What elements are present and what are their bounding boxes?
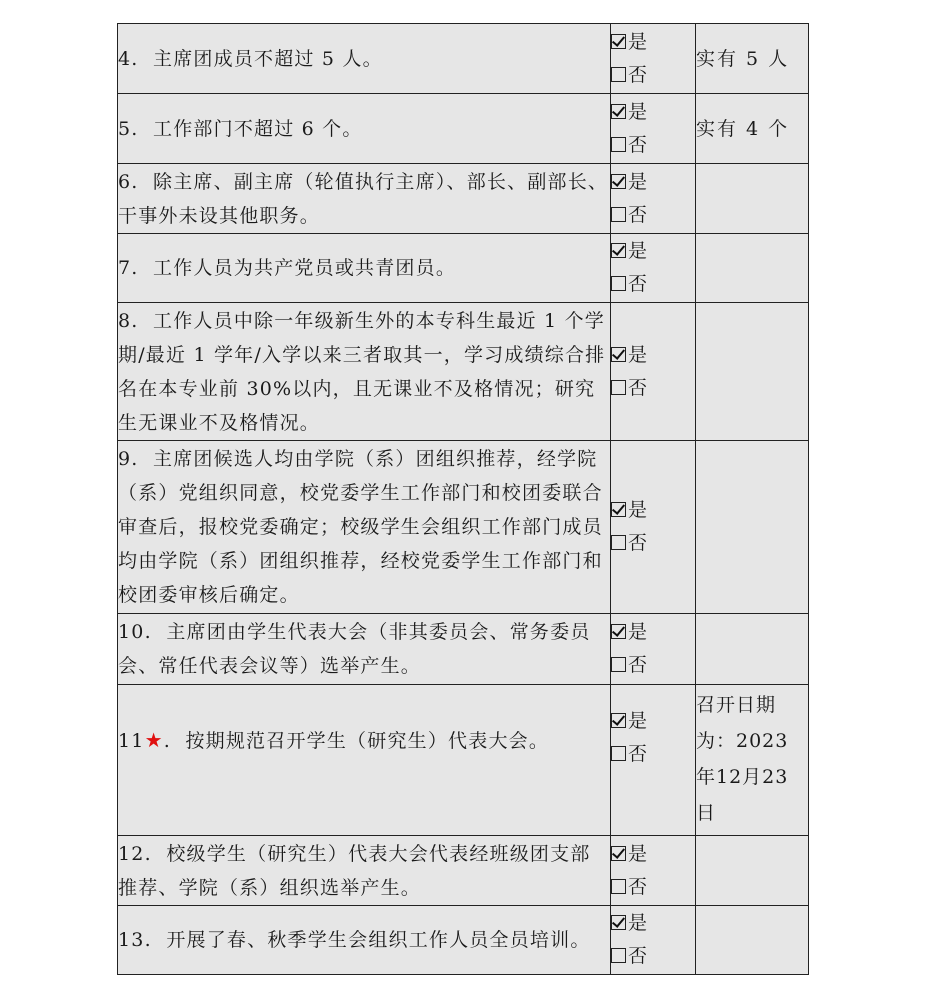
note-cell (696, 164, 809, 234)
item-text-cell (118, 164, 611, 234)
item-number: 12. (118, 842, 152, 865)
checked-checkbox-icon[interactable] (611, 713, 626, 728)
checked-checkbox-icon[interactable] (611, 915, 626, 930)
no-label: 否 (628, 654, 648, 676)
check-cell (611, 685, 696, 836)
no-label: 否 (628, 875, 648, 898)
item-text: 工作人员中除一年级新生外的本专科生最近 1 个学期/最近 1 学年/入学以来三者取其一，学习成绩综合排名在本专业前 30%以内，且无课业不及格情况；研究生无课业不及格情况。 (118, 309, 606, 434)
item-text: 主席团由学生代表大会（非其委员会、常务委员会、常任代表会议等）选举产生。 (118, 621, 591, 677)
yes-option[interactable] (611, 96, 695, 129)
no-label: 否 (628, 133, 648, 156)
check-cell (611, 234, 696, 303)
empty-checkbox-icon[interactable] (611, 657, 626, 672)
checked-checkbox-icon[interactable] (611, 502, 626, 517)
checked-checkbox-icon[interactable] (611, 243, 626, 258)
yes-label: 是 (628, 621, 648, 643)
item-text-cell (118, 303, 611, 441)
no-label: 否 (628, 63, 648, 86)
note-cell: 实有 5 人 (696, 24, 809, 94)
item-text-cell (118, 24, 611, 94)
check-cell (611, 303, 696, 441)
no-label: 否 (628, 945, 648, 967)
item-text: 主席团候选人均由学院（系）团组织推荐，经学院（系）党组织同意，校党委学生工作部门和校团委联合审查后，报校党委确定；校级学生会组织工作部门成员均由学院（系）团组织推荐，经校党委学生工作部门和校团委审核后确定。 (118, 448, 603, 606)
checked-checkbox-icon[interactable] (611, 174, 626, 189)
note-cell (696, 303, 809, 441)
checked-checkbox-icon[interactable] (611, 624, 626, 639)
item-number: 7. (118, 257, 139, 279)
empty-checkbox-icon[interactable] (611, 746, 626, 761)
empty-checkbox-icon[interactable] (611, 380, 626, 395)
no-option[interactable] (611, 738, 695, 771)
item-text-cell (118, 836, 611, 906)
yes-label: 是 (628, 30, 648, 53)
yes-option[interactable] (611, 705, 695, 738)
table-row (118, 164, 809, 234)
checked-checkbox-icon[interactable] (611, 34, 626, 49)
yes-label: 是 (628, 499, 648, 521)
item-number: 6. (118, 170, 139, 193)
no-option[interactable] (611, 59, 695, 92)
table-row (118, 303, 809, 441)
no-option[interactable] (611, 372, 695, 405)
checked-checkbox-icon[interactable] (611, 846, 626, 861)
note-cell (696, 836, 809, 906)
no-option[interactable] (611, 940, 695, 973)
item-text-cell (118, 685, 611, 836)
yes-label: 是 (628, 240, 648, 262)
yes-label: 是 (628, 912, 648, 934)
note-cell (696, 234, 809, 303)
item-number-suffix: . (163, 730, 171, 752)
note-cell (696, 614, 809, 685)
table-row (118, 441, 809, 614)
item-text: 工作部门不超过 6 个。 (153, 117, 363, 140)
no-label: 否 (628, 743, 648, 765)
table-row (118, 234, 809, 303)
yes-option[interactable] (611, 616, 695, 649)
yes-option[interactable] (611, 494, 695, 527)
check-cell (611, 906, 696, 975)
yes-option[interactable] (611, 26, 695, 59)
yes-option[interactable] (611, 166, 695, 199)
item-number: 5. (118, 117, 139, 140)
note-cell (696, 906, 809, 975)
checked-checkbox-icon[interactable] (611, 347, 626, 362)
item-text: 开展了春、秋季学生会组织工作人员全员培训。 (166, 929, 591, 951)
yes-option[interactable] (611, 907, 695, 940)
check-cell (611, 836, 696, 906)
no-option[interactable] (611, 871, 695, 904)
check-cell (611, 614, 696, 685)
item-text-cell (118, 234, 611, 303)
item-text: 主席团成员不超过 5 人。 (153, 47, 383, 70)
yes-option[interactable] (611, 339, 695, 372)
no-option[interactable] (611, 129, 695, 162)
yes-label: 是 (628, 710, 648, 732)
no-option[interactable] (611, 649, 695, 682)
no-option[interactable] (611, 199, 695, 232)
check-cell (611, 24, 696, 94)
check-cell (611, 164, 696, 234)
item-text-cell (118, 614, 611, 685)
table-row (118, 836, 809, 906)
empty-checkbox-icon[interactable] (611, 948, 626, 963)
yes-label: 是 (628, 170, 648, 193)
item-text: 按期规范召开学生（研究生）代表大会。 (185, 730, 550, 752)
yes-option[interactable] (611, 838, 695, 871)
checklist-table (117, 23, 809, 975)
yes-option[interactable] (611, 235, 695, 268)
item-text: 工作人员为共产党员或共青团员。 (153, 257, 457, 279)
yes-label: 是 (628, 842, 648, 865)
item-number: 9. (118, 448, 139, 470)
item-number: 10. (118, 621, 152, 643)
item-text-cell (118, 441, 611, 614)
note-cell: 实有 4 个 (696, 94, 809, 164)
check-cell (611, 94, 696, 164)
item-text: 除主席、副主席（轮值执行主席）、部长、副部长、干事外未设其他职务。 (118, 170, 609, 227)
item-number: 13. (118, 929, 152, 951)
empty-checkbox-icon[interactable] (611, 207, 626, 222)
table-row (118, 94, 809, 164)
empty-checkbox-icon[interactable] (611, 137, 626, 152)
no-option[interactable] (611, 527, 695, 560)
checked-checkbox-icon[interactable] (611, 104, 626, 119)
item-text-cell (118, 94, 611, 164)
table-row (118, 906, 809, 975)
yes-label: 是 (628, 343, 648, 366)
table-row (118, 685, 809, 836)
table-row (118, 24, 809, 94)
item-number: 4. (118, 47, 139, 70)
item-number: 11 (118, 730, 145, 752)
note-cell: 召开日期为：2023年12月23日 (696, 685, 809, 836)
yes-label: 是 (628, 100, 648, 123)
item-text: 校级学生（研究生）代表大会代表经班级团支部推荐、学院（系）组织选举产生。 (118, 842, 591, 899)
empty-checkbox-icon[interactable] (611, 535, 626, 550)
note-cell (696, 441, 809, 614)
item-text-cell (118, 906, 611, 975)
empty-checkbox-icon[interactable] (611, 67, 626, 82)
empty-checkbox-icon[interactable] (611, 879, 626, 894)
star-icon: ★ (144, 728, 164, 752)
no-label: 否 (628, 532, 648, 554)
no-label: 否 (628, 203, 648, 226)
item-number: 8. (118, 309, 139, 332)
table-row (118, 614, 809, 685)
no-option[interactable] (611, 268, 695, 301)
empty-checkbox-icon[interactable] (611, 276, 626, 291)
check-cell (611, 441, 696, 614)
no-label: 否 (628, 273, 648, 295)
no-label: 否 (628, 376, 648, 399)
